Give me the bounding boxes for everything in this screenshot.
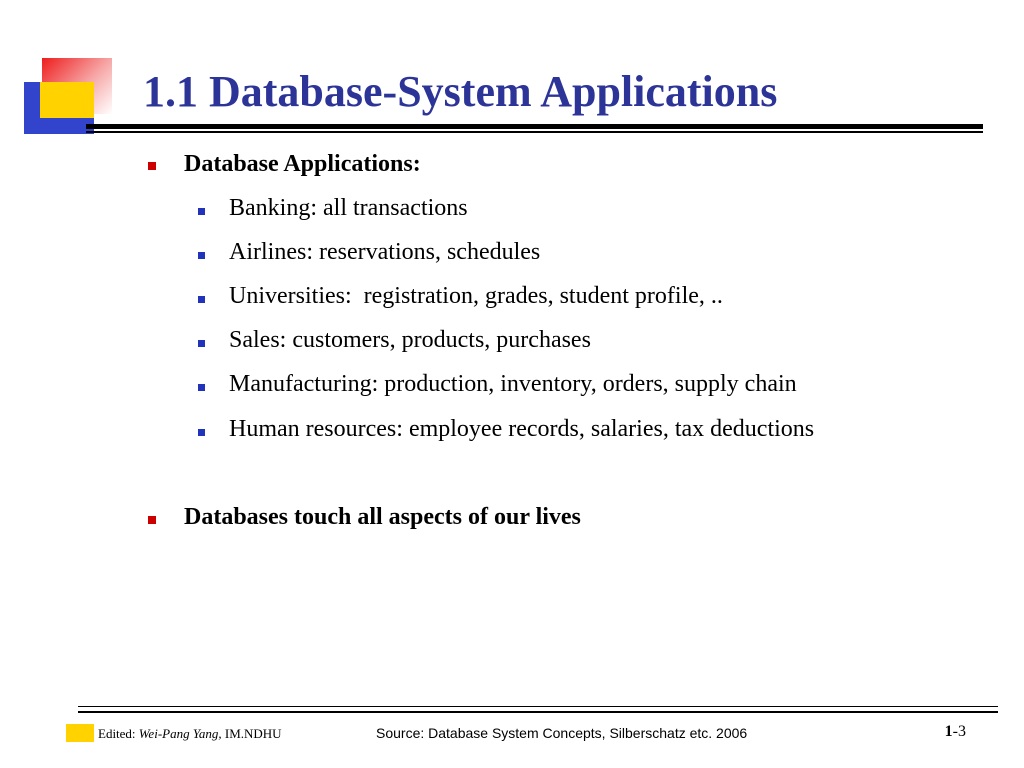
section-heading-database-applications: Database Applications: [184,151,421,177]
section-heading-databases-touch: Databases touch all aspects of our lives [184,504,581,530]
sub-bullet-square-icon [198,340,205,347]
logo-yellow-square [40,82,94,118]
page-suffix: -3 [952,723,966,740]
bullet-square-icon [148,162,156,170]
footer-affiliation: IM.NDHU [221,726,282,741]
list-item: Universities: registration, grades, student profile, .. [229,283,723,309]
footer-source-citation: Source: Database System Concepts, Silberschatz etc. 2006 [376,725,748,741]
sub-bullet-square-icon [198,296,205,303]
bullet-square-icon [148,516,156,524]
footer-divider-thick [78,711,998,713]
sub-bullet-square-icon [198,429,205,436]
list-item: Manufacturing: production, inventory, orders, supply chain [229,371,797,397]
footer-yellow-square [66,724,94,742]
title-divider-thick [86,124,983,129]
page-chapter-number: 1 [944,723,953,740]
slide-title: 1.1 Database-System Applications [143,67,778,116]
sub-bullet-square-icon [198,384,205,391]
list-item: Sales: customers, products, purchases [229,327,591,353]
footer-edited-label: Edited: [98,726,139,741]
list-item: Airlines: reservations, schedules [229,239,541,265]
slide-logo-decoration [0,0,120,140]
list-item: Human resources: employee records, salaries, tax deductions [229,416,815,442]
footer-divider-thin [78,706,998,707]
list-item: Banking: all transactions [229,195,468,221]
footer-editor-credit [98,726,282,742]
slide-page-number [945,722,966,742]
sub-bullet-square-icon [198,208,205,215]
title-divider-thin [86,131,983,133]
footer-editor-name: Wei-Pang Yang, [138,726,222,741]
sub-bullet-square-icon [198,252,205,259]
